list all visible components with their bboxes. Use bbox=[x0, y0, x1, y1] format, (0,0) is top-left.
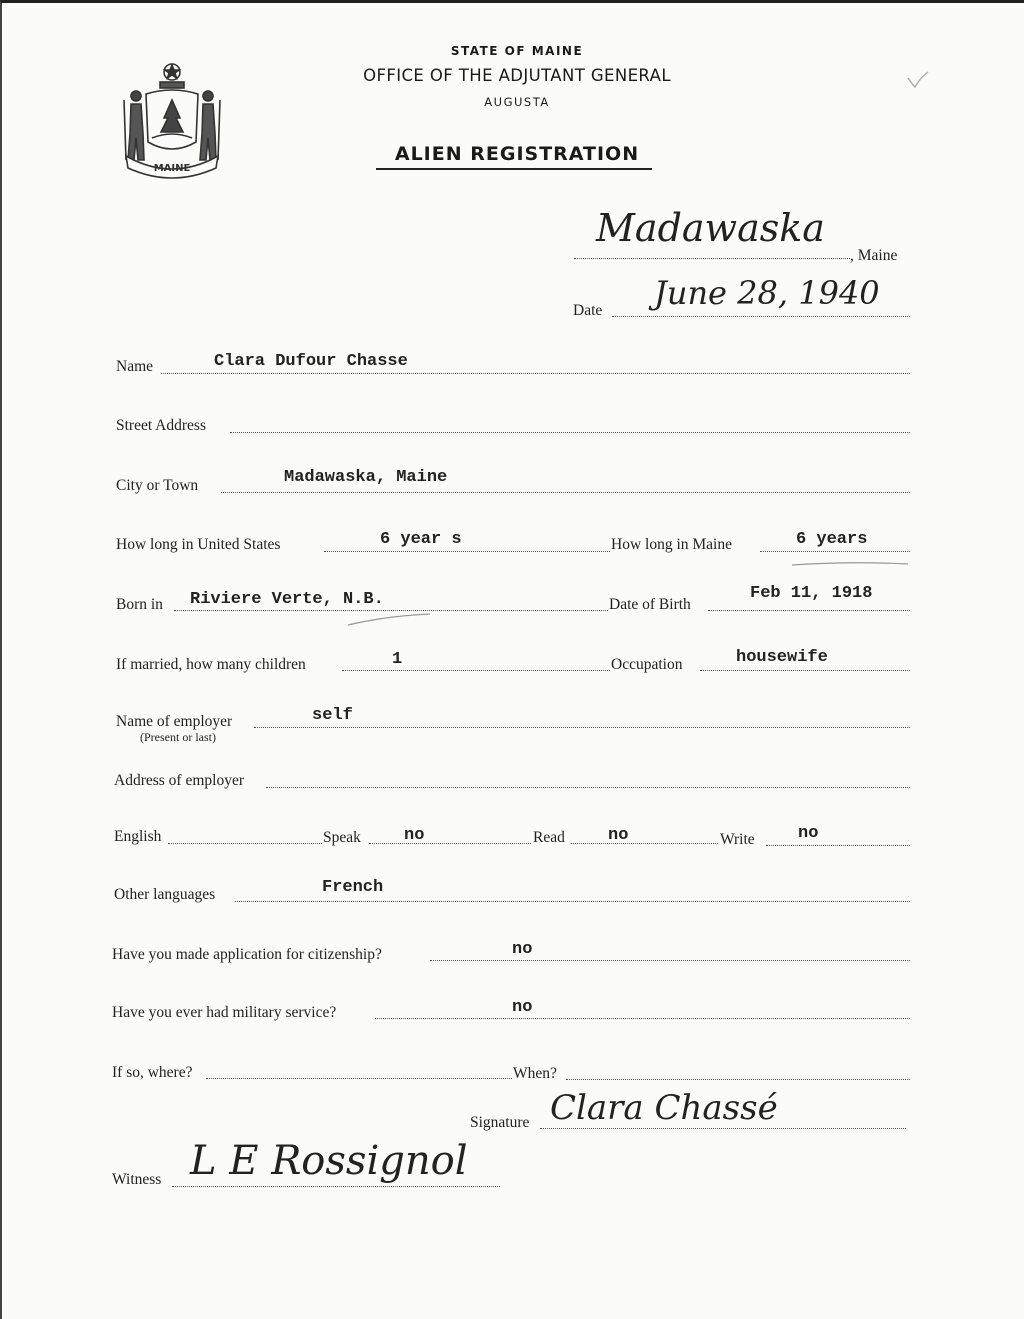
employer-address-label: Address of employer bbox=[114, 772, 244, 789]
other-languages-label: Other languages bbox=[114, 886, 216, 903]
employer-address-line bbox=[266, 787, 910, 788]
children-line bbox=[342, 670, 610, 671]
form-title: ALIEN REGISTRATION bbox=[394, 143, 640, 165]
if-so-where-label: If so, where? bbox=[112, 1064, 193, 1081]
header-city: AUGUSTA bbox=[484, 95, 550, 109]
occupation-value: housewife bbox=[736, 648, 828, 667]
occupation-label: Occupation bbox=[611, 656, 683, 673]
header-state: STATE OF MAINE bbox=[450, 44, 584, 58]
when-line bbox=[566, 1079, 910, 1080]
seal-banner-text: MAINE bbox=[153, 163, 191, 174]
citizenship-value: no bbox=[512, 940, 533, 959]
citizenship-line bbox=[430, 960, 910, 961]
write-label: Write bbox=[720, 831, 755, 848]
how-long-maine-label: How long in Maine bbox=[611, 536, 732, 553]
employer-value: self bbox=[312, 706, 353, 725]
how-long-us-value: 6 year s bbox=[380, 530, 462, 549]
signature-label: Signature bbox=[470, 1114, 530, 1131]
witness-line bbox=[172, 1186, 500, 1187]
date-handwritten: June 28, 1940 bbox=[654, 274, 880, 312]
military-label: Have you ever had military service? bbox=[112, 1004, 337, 1021]
title-underline bbox=[376, 168, 652, 170]
born-in-line bbox=[174, 610, 608, 611]
read-label: Read bbox=[533, 829, 565, 846]
how-long-maine-line bbox=[760, 551, 910, 552]
name-line bbox=[161, 373, 910, 374]
signature-line bbox=[540, 1128, 906, 1129]
if-so-where-line bbox=[206, 1078, 512, 1079]
street-address-label: Street Address bbox=[116, 417, 206, 434]
how-long-maine-value: 6 years bbox=[796, 530, 868, 549]
date-line bbox=[612, 316, 910, 317]
english-line bbox=[168, 843, 322, 844]
when-label: When? bbox=[513, 1065, 557, 1082]
header-office: OFFICE OF THE ADJUTANT GENERAL bbox=[363, 66, 671, 85]
read-value: no bbox=[608, 826, 629, 845]
pencil-underline-maine bbox=[790, 560, 910, 568]
check-mark-icon bbox=[906, 70, 930, 90]
city-line bbox=[221, 492, 910, 493]
speak-value: no bbox=[404, 826, 425, 845]
other-languages-value: French bbox=[322, 878, 384, 897]
employer-label: Name of employer bbox=[116, 713, 233, 730]
write-value: no bbox=[798, 824, 819, 843]
date-of-birth-label: Date of Birth bbox=[609, 596, 691, 613]
write-line bbox=[766, 845, 910, 846]
how-long-us-line bbox=[324, 551, 610, 552]
employer-sublabel: (Present or last) bbox=[140, 730, 216, 744]
date-of-birth-value: Feb 11, 1918 bbox=[750, 584, 873, 603]
speak-line bbox=[369, 843, 531, 844]
witness-label: Witness bbox=[112, 1171, 162, 1188]
english-label: English bbox=[114, 828, 162, 845]
name-label: Name bbox=[116, 358, 154, 375]
location-suffix: , Maine bbox=[850, 247, 898, 264]
citizenship-label: Have you made application for citizenship? bbox=[112, 946, 382, 963]
born-in-label: Born in bbox=[116, 596, 163, 613]
city-value: Madawaska, Maine bbox=[284, 468, 448, 487]
children-label: If married, how many children bbox=[116, 656, 306, 673]
date-label: Date bbox=[573, 302, 603, 319]
how-long-us-label: How long in United States bbox=[116, 536, 281, 553]
military-line bbox=[375, 1018, 910, 1019]
witness-handwritten: L E Rossignol bbox=[190, 1138, 468, 1184]
pencil-underline-born bbox=[346, 612, 432, 628]
employer-line bbox=[254, 727, 910, 728]
born-in-value: Riviere Verte, N.B. bbox=[190, 590, 384, 609]
signature-handwritten: Clara Chassé bbox=[550, 1088, 778, 1128]
name-value: Clara Dufour Chasse bbox=[214, 352, 408, 371]
read-line bbox=[571, 843, 718, 844]
location-handwritten: Madawaska bbox=[596, 206, 825, 250]
speak-label: Speak bbox=[323, 829, 361, 846]
military-value: no bbox=[512, 998, 533, 1017]
location-line bbox=[574, 258, 850, 259]
children-value: 1 bbox=[392, 650, 403, 669]
occupation-line bbox=[700, 670, 910, 671]
city-label: City or Town bbox=[116, 477, 199, 494]
other-languages-line bbox=[235, 901, 910, 902]
date-of-birth-line bbox=[708, 610, 910, 611]
street-address-line bbox=[230, 432, 910, 433]
